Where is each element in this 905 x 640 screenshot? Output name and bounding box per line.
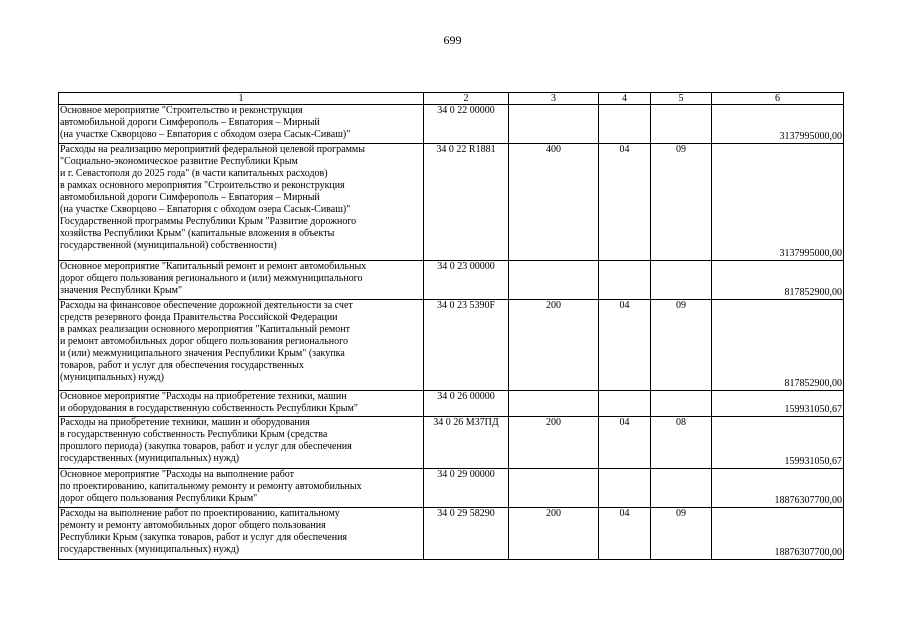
row-subsection: 09 [651, 300, 712, 391]
table-row [59, 391, 844, 417]
row-type: 200 [509, 300, 599, 391]
row-name: Расходы на реализацию мероприятий федеральной целевой программы "Социально-экономическое развитие Республики Крым и г. Севастополя до 2025 года" (в части капитальных расходов) в рамках основного мероприятия "Строительство и реконструкция автомобильной дороги Симферополь – Евпатория – Мирный (на участке Скворцово – Евпатория с обходом озера Сасык-Сиваш)" Государственной программы Республики Крым "Развитие дорожного хозяйства Республики Крым" (капитальные вложения в объекты государственной (муниципальной) собственности) [59, 144, 424, 261]
table-row [59, 105, 844, 144]
row-name: Основное мероприятие "Капитальный ремонт и ремонт автомобильных дорог общего пользования регионального и (или) межмуниципального значения Республики Крым" [59, 261, 424, 300]
row-name: Расходы на приобретение техники, машин и оборудования в государственную собственность Республики Крым (средства прошлого периода) (закупка товаров, работ и услуг для обеспечения государственных (муниципальных) нужд) [59, 417, 424, 469]
row-type: 400 [509, 144, 599, 261]
row-type [509, 105, 599, 144]
row-name: Основное мероприятие "Строительство и реконструкция автомобильной дороги Симферополь – Евпатория – Мирный (на участке Скворцово – Евпатория с обходом озера Сасык-Сиваш)" [59, 105, 424, 144]
row-section [599, 469, 651, 508]
row-amount: 18876307700,00 [712, 469, 844, 508]
row-section: 04 [599, 417, 651, 469]
row-subsection [651, 391, 712, 417]
row-amount: 817852900,00 [712, 300, 844, 391]
page-number: 699 [443, 33, 462, 47]
row-code: 34 0 29 00000 [424, 469, 509, 508]
row-amount: 3137995000,00 [712, 105, 844, 144]
row-section [599, 105, 651, 144]
row-type [509, 261, 599, 300]
row-subsection: 09 [651, 508, 712, 560]
row-subsection: 08 [651, 417, 712, 469]
table-row [59, 144, 844, 261]
row-section: 04 [599, 300, 651, 391]
row-amount: 817852900,00 [712, 261, 844, 300]
row-type: 200 [509, 417, 599, 469]
row-section [599, 261, 651, 300]
row-subsection [651, 261, 712, 300]
row-name: Основное мероприятие "Расходы на выполнение работ по проектированию, капитальному ремонту и ремонту автомобильных дорог общего пользования Республики Крым" [59, 469, 424, 508]
table-row [59, 469, 844, 508]
column-header-3: 3 [509, 93, 599, 105]
row-section [599, 391, 651, 417]
row-amount: 159931050,67 [712, 391, 844, 417]
row-amount: 3137995000,00 [712, 144, 844, 261]
row-code: 34 0 22 R1881 [424, 144, 509, 261]
row-type [509, 391, 599, 417]
row-type [509, 469, 599, 508]
table-header-row [59, 93, 844, 105]
row-name: Расходы на выполнение работ по проектированию, капитальному ремонту и ремонту автомобильных дорог общего пользования Республики Крым (закупка товаров, работ и услуг для обеспечения государственных (муниципальных) нужд) [59, 508, 424, 560]
column-header-5: 5 [651, 93, 712, 105]
row-amount: 159931050,67 [712, 417, 844, 469]
row-code: 34 0 22 00000 [424, 105, 509, 144]
row-type: 200 [509, 508, 599, 560]
row-code: 34 0 23 5390F [424, 300, 509, 391]
row-code: 34 0 26 00000 [424, 391, 509, 417]
row-code: 34 0 29 58290 [424, 508, 509, 560]
table-row [59, 261, 844, 300]
row-code: 34 0 26 М37ПД [424, 417, 509, 469]
row-section: 04 [599, 508, 651, 560]
row-subsection [651, 469, 712, 508]
row-section: 04 [599, 144, 651, 261]
table-row [59, 417, 844, 469]
column-header-2: 2 [424, 93, 509, 105]
row-amount: 18876307700,00 [712, 508, 844, 560]
table-row [59, 300, 844, 391]
table-row [59, 508, 844, 560]
row-name: Основное мероприятие "Расходы на приобретение техники, машин и оборудования в государственную собственность Республики Крым" [59, 391, 424, 417]
budget-table [58, 92, 844, 560]
row-name: Расходы на финансовое обеспечение дорожной деятельности за счет средств резервного фонда Правительства Российской Федерации в рамках реализации основного мероприятия "Капитальный ремонт и ремонт автомобильных дорог общего пользования регионального и (или) межмуниципального значения Республики Крым" (закупка товаров, работ и услуг для обеспечения государственных (муниципальных) нужд) [59, 300, 424, 391]
column-header-6: 6 [712, 93, 844, 105]
column-header-4: 4 [599, 93, 651, 105]
row-subsection [651, 105, 712, 144]
row-subsection: 09 [651, 144, 712, 261]
row-code: 34 0 23 00000 [424, 261, 509, 300]
column-header-1: 1 [59, 93, 424, 105]
